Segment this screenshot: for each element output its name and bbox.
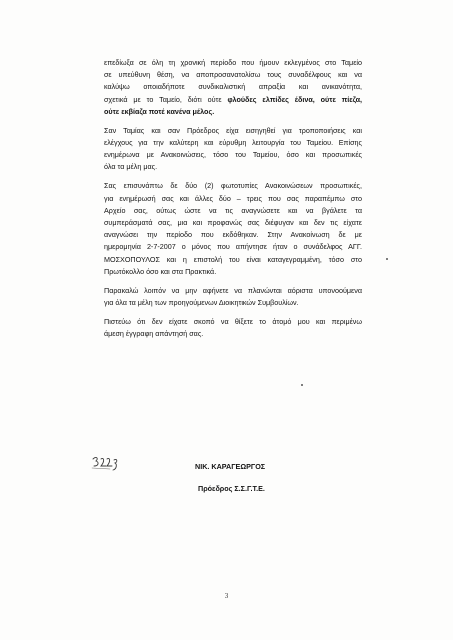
page-number: 3: [224, 592, 229, 600]
paragraph: [104, 57, 362, 118]
text-segment: Πρωτόκολλο όσο και στα Πρακτικά.: [104, 266, 217, 276]
text-line: [104, 297, 362, 309]
text-segment: συμπεράσματά σας, μια και προφανώς σας διέφυγαν και δεν τις είχατε: [104, 218, 362, 228]
signatory-name: ΝΙΚ. ΚΑΡΑΓΕΩΡΓΟΣ: [195, 462, 266, 471]
text-segment: Αρχείο σας, ούτως ώστε να τις αναγνώσετε και να βγάλετε τα: [104, 205, 362, 215]
handwritten-annotation: [90, 454, 120, 472]
text-line: [104, 316, 362, 328]
text-line: [104, 254, 362, 266]
scan-speck: [386, 258, 388, 260]
text-line: [104, 285, 362, 297]
text-segment: Σας επισυνάπτω δε δύο (2) φωτοτυπίες Ανακοινώσεων προσωπικές,: [104, 181, 362, 191]
text-segment: ΜΟΣΧΟΠΟΥΛΟΣ και η επιστολή του είναι καταγεγραμμένη, τόσο στο: [104, 254, 362, 264]
text-segment: ημερομηνία 2-7-2007 ο μόνος που απήντησε ήταν ο συνάδελφος ΑΓΓ.: [104, 242, 362, 252]
text-line: [104, 69, 362, 81]
text-line: [104, 205, 362, 217]
paragraph: [104, 285, 362, 309]
paragraph: [104, 125, 362, 174]
text-line: [104, 229, 362, 241]
text-line: [104, 81, 362, 93]
text-line: [104, 106, 362, 118]
text-line: [104, 125, 362, 137]
text-line: [104, 328, 362, 340]
scan-speck: [301, 384, 303, 386]
text-segment: σε υπεύθυνη θέση, να αποπροσανατολίσω τους συναδέλφους και να: [104, 70, 362, 80]
text-line: [104, 193, 362, 205]
text-segment: Παρακαλώ λοιπόν να μην αφήνετε να πλανώνται αόριστα υπονοούμενα: [104, 285, 362, 295]
text-line: [104, 149, 362, 161]
letter-body: [104, 57, 362, 347]
text-segment: ενημέρωνα με Ανακοινώσεις, τόσο του Ταμείου, όσο και προσωπικές: [104, 150, 362, 160]
text-line: [104, 161, 362, 173]
text-segment: σχετικά με το Ταμείο, διότι ούτε: [104, 94, 228, 104]
text-segment: Σαν Ταμίας και σαν Πρόεδρος είχα εισηγηθεί για τροποποιήσεις και: [104, 125, 362, 135]
text-line: [104, 137, 362, 149]
text-segment: όλα τα μέλη μας.: [104, 162, 158, 172]
text-line: [104, 180, 362, 192]
paragraph: [104, 180, 362, 278]
text-line: [104, 217, 362, 229]
text-line: [104, 241, 362, 253]
bold-text: ούτε εκβίαζα ποτέ κανένα μέλος.: [104, 106, 215, 116]
text-line: [104, 94, 362, 106]
signatory-title: Πρόεδρος Σ.Σ.Γ.Τ.Ε.: [198, 484, 265, 493]
text-segment: Πιστεύω ότι δεν είχατε σκοπό να θίξετε το άτομό μου και περιμένω: [104, 317, 362, 327]
text-segment: άμεση έγγραφη απάντησή σας.: [104, 329, 204, 339]
text-line: [104, 266, 362, 278]
bold-text: φλούδες ελπίδες έδινα, ούτε πίεζα,: [227, 94, 362, 104]
text-segment: για ενημέρωσή σας και άλλες δύο – τρεις που σας παραπέμπω στο: [104, 193, 362, 203]
paragraph: [104, 316, 362, 340]
text-line: [104, 57, 362, 69]
text-segment: ελέγχους για την καλύτερη και εύρυθμη λειτουργία του Ταμείου. Επίσης: [104, 138, 362, 148]
text-segment: καλύψω οποιαδήποτε συνδικαλιστική απραξία και ανικανότητα,: [104, 82, 362, 92]
text-segment: για όλα τα μέλη των προηγούμενων Διοικητικών Συμβουλίων.: [104, 298, 299, 308]
text-segment: αναγνώσει την περίοδο που εκδόθηκαν. Στην Ανακοίνωση δε με: [104, 230, 362, 240]
text-segment: επεδίωξα σε όλη τη χρονική περίοδο που ήμουν εκλεγμένος στο Ταμείο: [104, 58, 362, 67]
